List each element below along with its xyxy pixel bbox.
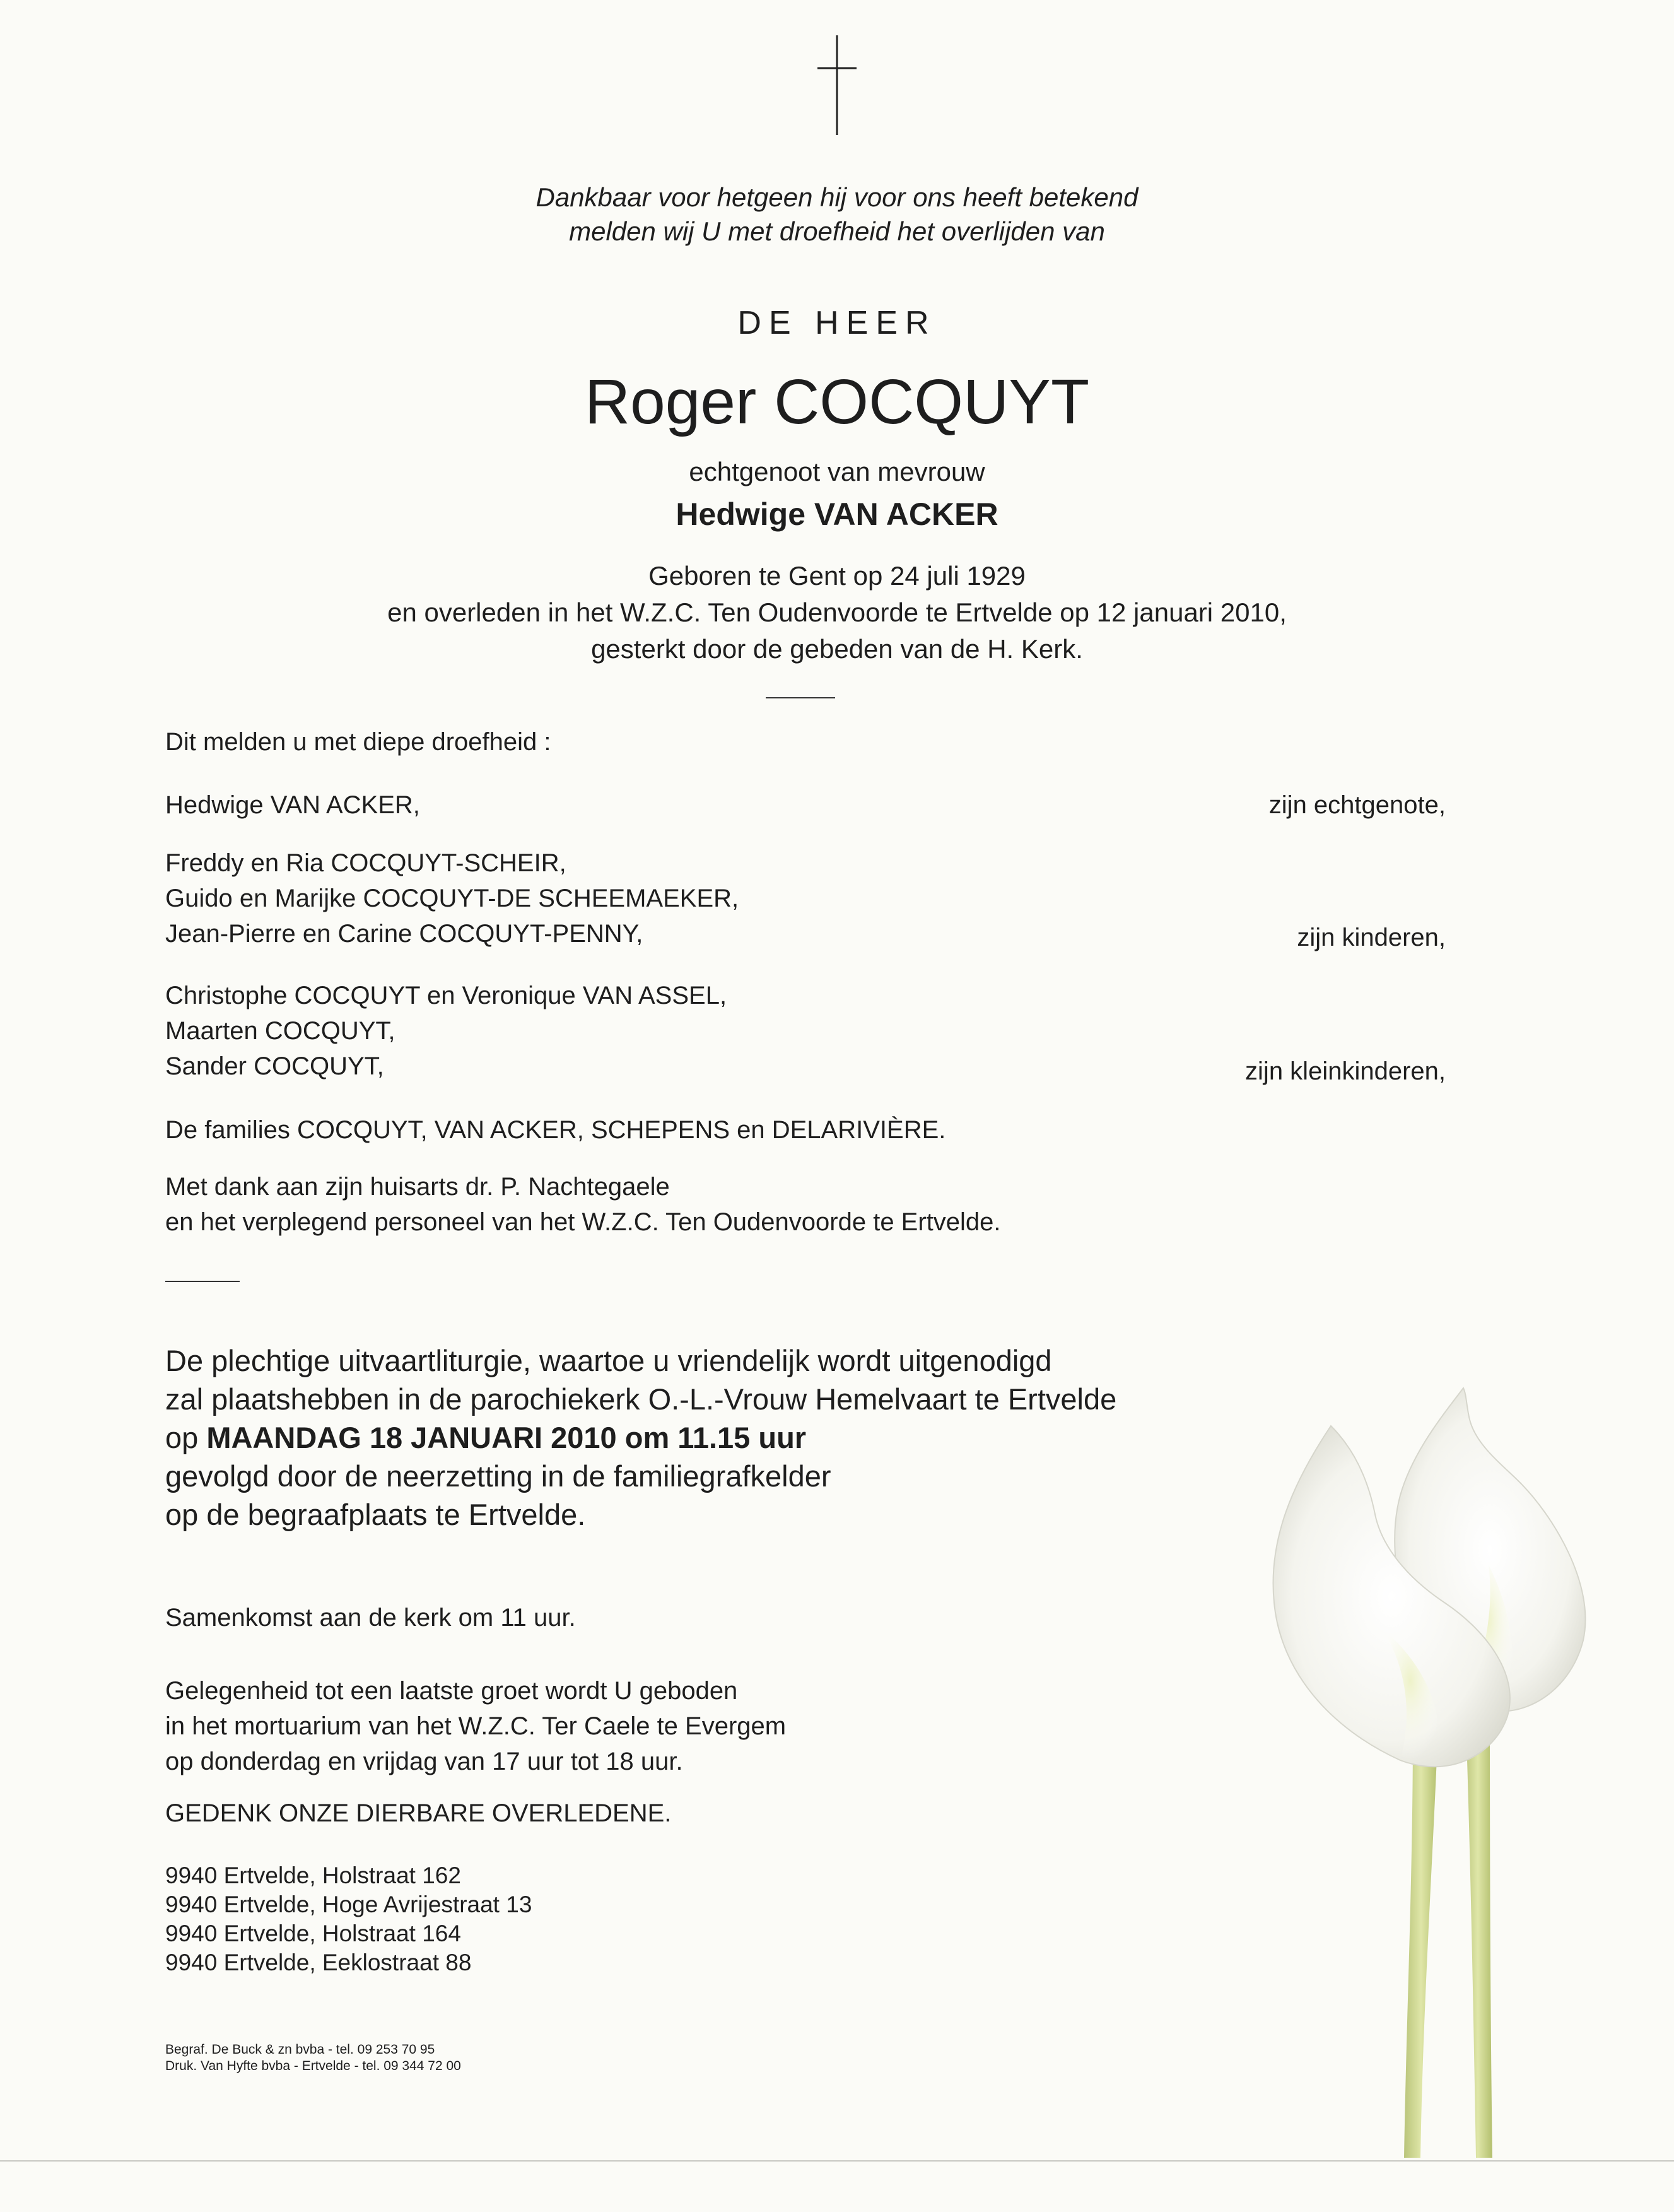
- spouse-name: Hedwige VAN ACKER: [676, 497, 998, 532]
- address-4: 9940 Ertvelde, Eeklostraat 88: [165, 1950, 472, 1975]
- families: De families COCQUYT, VAN ACKER, SCHEPENS en DELARIVIÈRE.: [165, 1116, 946, 1144]
- birth-death-details: [0, 558, 1674, 668]
- grandchild-1: Christophe COCQUYT en Veronique VAN ASSEL,: [165, 982, 727, 1009]
- birth-line: Geboren te Gent op 24 juli 1929: [648, 561, 1026, 591]
- visitation-line-2: in het mortuarium van het W.Z.C. Ter Caele te Evergem: [165, 1712, 787, 1740]
- grandchild-3: Sander COCQUYT,: [165, 1052, 384, 1080]
- printer-credit: Druk. Van Hyfte bvba - Ertvelde - tel. 09 344 72 00: [165, 2059, 461, 2073]
- credits: [165, 2042, 461, 2074]
- intro-line-1: Dankbaar voor hetgeen hij voor ons heeft betekend: [536, 182, 1138, 212]
- calla-lily-icon: [1255, 1375, 1671, 2158]
- funeral-line-4: gevolgd door de neerzetting in de familiegrafkelder: [165, 1459, 831, 1493]
- visitation: [165, 1673, 786, 1779]
- child-1: Freddy en Ria COCQUYT-SCHEIR,: [165, 849, 566, 877]
- spouse-label: echtgenoot van mevrouw: [689, 457, 985, 486]
- divider: [165, 1281, 240, 1282]
- grandchildren-list: [165, 978, 727, 1084]
- funeral-line-5: op de begraafplaats te Ertvelde.: [165, 1498, 586, 1531]
- intro-text: [0, 180, 1674, 249]
- funeral-date-prefix: op: [165, 1421, 207, 1454]
- deceased-name: Roger COCQUYT: [584, 367, 1090, 437]
- funeral-details: [165, 1341, 1116, 1534]
- divider: [766, 697, 835, 698]
- address-3: 9940 Ertvelde, Holstraat 164: [165, 1921, 461, 1946]
- relation-grandchildren: zijn kleinkinderen,: [1245, 1057, 1446, 1085]
- funeral-home-credit: Begraf. De Buck & zn bvba - tel. 09 253 70 95: [165, 2042, 435, 2057]
- child-3: Jean-Pierre en Carine COCQUYT-PENNY,: [165, 920, 643, 948]
- children-list: [165, 845, 739, 951]
- funeral-line-1: De plechtige uitvaartliturgie, waartoe u vriendelijk wordt uitgenodigd: [165, 1344, 1052, 1377]
- visitation-line-1: Gelegenheid tot een laatste groet wordt U geboden: [165, 1677, 738, 1705]
- sacrament-line: gesterkt door de gebeden van de H. Kerk.: [591, 634, 1083, 664]
- mourners-intro: Dit melden u met diepe droefheid :: [165, 728, 551, 756]
- funeral-date-line: [165, 1418, 1116, 1457]
- thanks-line-2: en het verplegend personeel van het W.Z.C. Ten Oudenvoorde te Ertvelde.: [165, 1208, 1001, 1236]
- mourner-spouse: Hedwige VAN ACKER,: [165, 791, 420, 819]
- address-2: 9940 Ertvelde, Hoge Avrijestraat 13: [165, 1891, 532, 1917]
- relation-spouse: zijn echtgenote,: [1268, 791, 1446, 819]
- child-2: Guido en Marijke COCQUYT-DE SCHEEMAEKER,: [165, 885, 739, 912]
- thanks: [165, 1169, 1001, 1240]
- intro-line-2: melden wij U met droefheid het overlijden van: [569, 216, 1105, 246]
- grandchild-2: Maarten COCQUYT,: [165, 1017, 395, 1045]
- remember: GEDENK ONZE DIERBARE OVERLEDENE.: [165, 1799, 672, 1827]
- funeral-line-2: zal plaatshebben in de parochiekerk O.-L.-Vrouw Hemelvaart te Ertvelde: [165, 1382, 1117, 1416]
- thanks-line-1: Met dank aan zijn huisarts dr. P. Nachtegaele: [165, 1173, 670, 1201]
- funeral-date: MAANDAG 18 JANUARI 2010 om 11.15 uur: [206, 1421, 807, 1454]
- death-line: en overleden in het W.Z.C. Ten Oudenvoorde te Ertvelde op 12 januari 2010,: [387, 597, 1287, 627]
- visitation-line-3: op donderdag en vrijdag van 17 uur tot 18 uur.: [165, 1748, 683, 1775]
- salutation: DE HEER: [737, 305, 937, 341]
- bottom-rule: [0, 2160, 1674, 2162]
- gathering: Samenkomst aan de kerk om 11 uur.: [165, 1604, 576, 1632]
- address-1: 9940 Ertvelde, Holstraat 162: [165, 1862, 461, 1888]
- address-list: [165, 1861, 532, 1977]
- relation-children: zijn kinderen,: [1297, 924, 1446, 951]
- cross-icon: [817, 35, 857, 135]
